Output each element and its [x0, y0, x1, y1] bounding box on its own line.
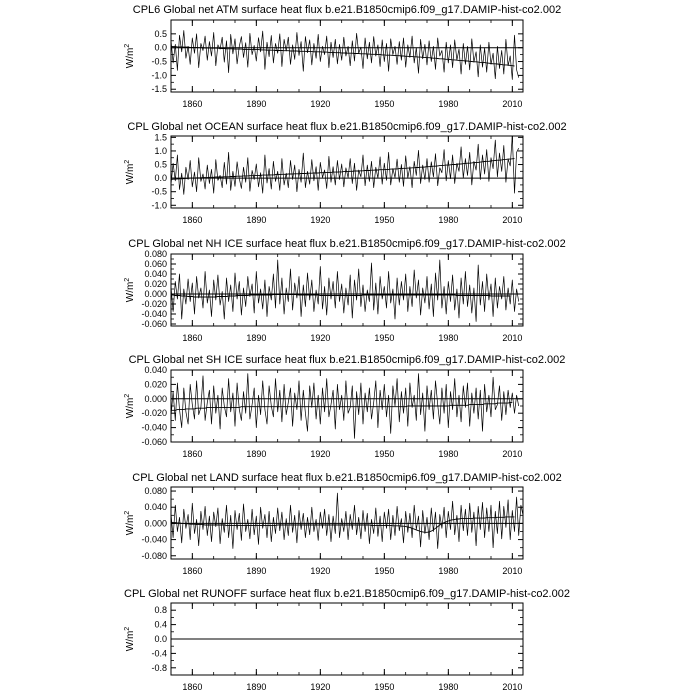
x-tick-label: 1860	[182, 99, 203, 109]
x-tick-label: 1890	[246, 682, 267, 692]
y-tick-label: 0.000	[144, 393, 167, 404]
y-axis-unit-exponent: 2	[124, 277, 131, 282]
x-tick-label: 1920	[310, 449, 331, 459]
y-tick-label: 0.0	[154, 42, 167, 53]
chart-panel-4	[124, 354, 565, 459]
y-axis-unit: W/m	[125, 47, 136, 69]
x-tick-label: 2010	[502, 99, 523, 109]
y-axis-label	[124, 627, 136, 652]
y-tick-label: -1.5	[151, 84, 167, 95]
y-axis-unit: W/m	[125, 281, 136, 303]
x-tick-label: 1890	[246, 99, 267, 109]
y-tick-label: -0.8	[151, 662, 167, 673]
x-tick-label: 1950	[374, 449, 395, 459]
y-axis-label	[124, 160, 136, 185]
y-tick-label: 0.080	[144, 249, 167, 259]
x-tick-label: 1920	[310, 99, 331, 109]
y-tick-label: 0.4	[154, 619, 167, 630]
y-axis-unit: W/m	[125, 397, 136, 419]
x-tick-label: 1950	[374, 682, 395, 692]
y-tick-label: 0.8	[154, 605, 167, 616]
chart-panel-5	[124, 472, 562, 576]
y-tick-label: -0.080	[141, 550, 167, 561]
annual-series-line	[171, 374, 519, 439]
x-tick-label: 1860	[182, 215, 203, 225]
x-tick-label: 1980	[438, 333, 459, 343]
y-tick-label: -0.5	[151, 186, 167, 197]
y-tick-label: -0.040	[141, 309, 167, 319]
y-tick-label: 0.020	[144, 379, 167, 390]
y-axis-unit: W/m	[125, 163, 136, 185]
x-tick-label: 2010	[502, 682, 523, 692]
y-tick-label: -1.0	[151, 200, 167, 211]
y-tick-label: 0.5	[154, 28, 167, 39]
x-tick-label: 1890	[246, 449, 267, 459]
x-tick-label: 1890	[246, 333, 267, 343]
chart-panel-6	[124, 588, 570, 692]
y-tick-label: 0.000	[144, 289, 167, 299]
y-tick-label: -0.040	[141, 534, 167, 545]
x-tick-label: 1860	[182, 566, 203, 576]
x-tick-label: 1890	[246, 566, 267, 576]
x-tick-label: 1980	[438, 566, 459, 576]
panel-title: CPL Global net RUNOFF surface heat flux b.e21.B1850cmip6.f09_g17.DAMIP-hist-co2.002	[124, 588, 570, 600]
chart-panel-1	[124, 4, 561, 109]
x-tick-label: 1920	[310, 333, 331, 343]
y-axis-label	[124, 394, 136, 419]
y-tick-label: -0.020	[141, 408, 167, 419]
y-tick-label: -0.040	[141, 422, 167, 433]
smoothed-series-line	[171, 402, 512, 410]
y-tick-label: 1.5	[154, 132, 167, 143]
y-tick-label: -0.060	[141, 319, 167, 329]
y-axis-label	[124, 511, 136, 536]
y-tick-label: 0.040	[144, 502, 167, 513]
y-axis-unit-exponent: 2	[124, 393, 131, 398]
y-axis-unit: W/m	[125, 630, 136, 652]
y-tick-label: 0.000	[144, 518, 167, 529]
x-tick-label: 1920	[310, 566, 331, 576]
y-tick-label: 0.080	[144, 486, 167, 497]
y-axis-unit-exponent: 2	[124, 626, 131, 631]
x-tick-label: 1980	[438, 449, 459, 459]
x-tick-label: 2010	[502, 333, 523, 343]
x-tick-label: 1860	[182, 449, 203, 459]
panel-title: CPL Global net LAND surface heat flux b.e21.B1850cmip6.f09_g17.DAMIP-hist-co2.002	[132, 472, 562, 484]
panel-title: CPL Global net NH ICE surface heat flux b.e21.B1850cmip6.f09_g17.DAMIP-hist-co2.002	[128, 238, 566, 250]
x-tick-label: 1980	[438, 215, 459, 225]
panel-title: CPL Global net SH ICE surface heat flux b.e21.B1850cmip6.f09_g17.DAMIP-hist-co2.002	[128, 354, 566, 366]
y-tick-label: -1.0	[151, 70, 167, 81]
y-tick-label: 0.0	[154, 173, 167, 184]
panel-title: CPL Global net OCEAN surface heat flux b.e21.B1850cmip6.f09_g17.DAMIP-hist-co2.002	[127, 121, 567, 133]
y-axis-unit-exponent: 2	[124, 159, 131, 164]
x-tick-label: 1890	[246, 215, 267, 225]
y-axis-unit-exponent: 2	[124, 43, 131, 48]
x-tick-label: 2010	[502, 215, 523, 225]
y-tick-label: 0.0	[154, 634, 167, 644]
chart-panel-2	[124, 121, 567, 225]
y-axis-label	[124, 278, 136, 303]
annual-series-line	[171, 260, 519, 322]
x-tick-label: 1950	[374, 333, 395, 343]
y-axis-unit: W/m	[125, 514, 136, 536]
y-tick-label: 0.040	[144, 365, 167, 375]
x-tick-label: 1980	[438, 682, 459, 692]
y-axis-unit-exponent: 2	[124, 510, 131, 515]
y-tick-label: 0.020	[144, 279, 167, 289]
y-tick-label: 0.060	[144, 259, 167, 269]
annual-series-line	[171, 136, 519, 194]
y-tick-label: 0.040	[144, 269, 167, 279]
y-tick-label: 0.5	[154, 159, 167, 170]
chart-panel-3	[124, 238, 566, 343]
y-tick-label: -0.5	[151, 56, 167, 67]
y-axis-label	[124, 44, 136, 69]
x-tick-label: 1860	[182, 333, 203, 343]
x-tick-label: 1950	[374, 215, 395, 225]
y-tick-label: -0.020	[141, 299, 167, 309]
x-tick-label: 1980	[438, 99, 459, 109]
x-tick-label: 1920	[310, 682, 331, 692]
x-tick-label: 1920	[310, 215, 331, 225]
y-tick-label: -0.4	[151, 648, 167, 659]
x-tick-label: 1950	[374, 566, 395, 576]
plot-frame	[171, 370, 523, 442]
panel-title: CPL6 Global net ATM surface heat flux b.e21.B1850cmip6.f09_g17.DAMIP-hist-co2.002	[132, 4, 562, 16]
x-tick-label: 1950	[374, 99, 395, 109]
y-tick-label: -0.060	[141, 437, 167, 447]
x-tick-label: 2010	[502, 566, 523, 576]
x-tick-label: 1860	[182, 682, 203, 692]
annual-series-line	[171, 493, 523, 548]
y-tick-label: 1.0	[154, 145, 167, 156]
x-tick-label: 2010	[502, 449, 523, 459]
annual-series-line	[171, 31, 519, 80]
